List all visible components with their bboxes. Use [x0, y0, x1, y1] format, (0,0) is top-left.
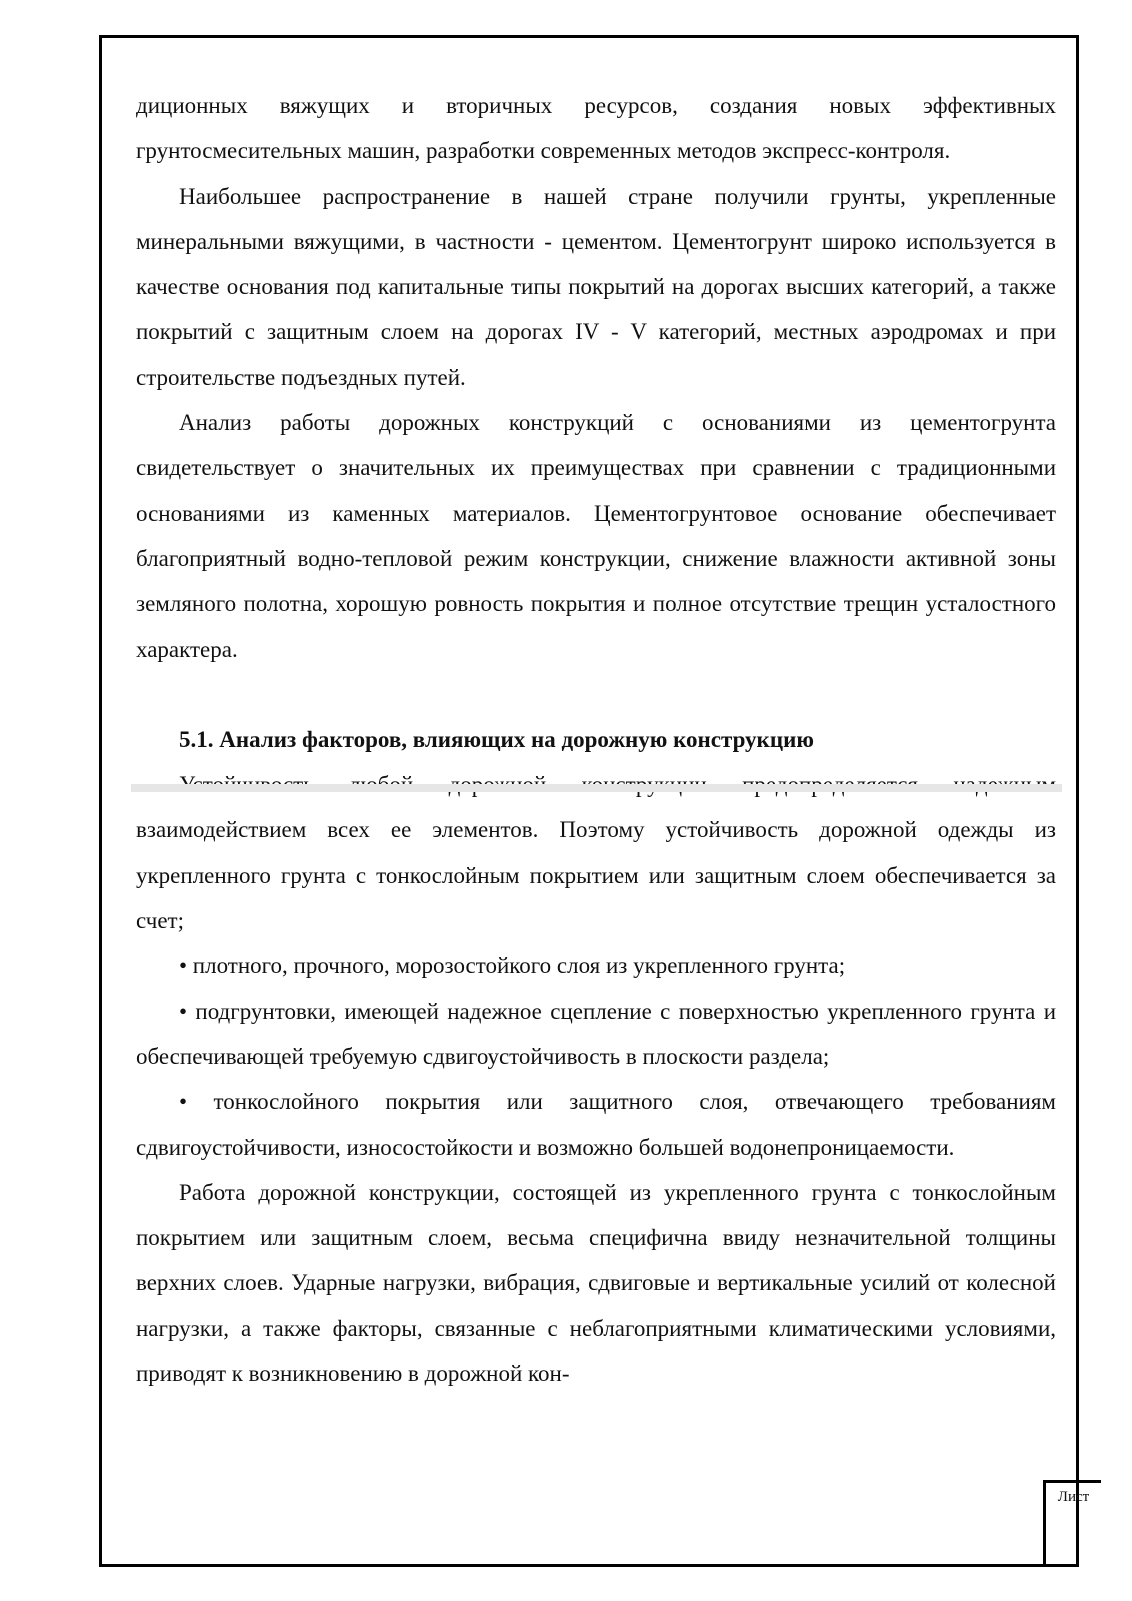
paragraph-continuation: диционных вяжущих и вторичных ресурсов, создания новых эффективных грунтосмесительных машин, разработки современных методов экспресс-контроля.: [136, 93, 1056, 164]
list-item-dense-layer: • плотного, прочного, морозостойкого слоя из укрепленного грунта;: [179, 953, 846, 979]
paragraph-cement-soil-usage: Наибольшее распространение в нашей стране получили грунты, укрепленные минеральными вяжущими, в частности - цементом. Цементогрунт широко используется в качестве основания под капитальные типы покрытий на дорогах высших категорий, а также покрытий с защитным слоем на дорогах IV - V категорий, местных аэродромах и при строительстве подъездных путей.: [136, 183, 1056, 390]
document-body: [136, 83, 1056, 1396]
list-item-thin-coating: • тонкослойного покрытия или защитного слоя, отвечающего требованиям сдвигоустойчивости, износостойкости и возможно большей водонепроницаемости.: [136, 1089, 1056, 1160]
section-heading: 5.1. Анализ факторов, влияющих на дорожную конструкцию: [179, 726, 814, 752]
paragraph-stability: взаимодействием всех ее элементов. Поэтому устойчивость дорожной одежды из укрепленного грунта с тонкослойным покрытием или защитным слоем обеспечивается за счет;: [136, 817, 1056, 934]
paragraph-structure-work: Работа дорожной конструкции, состоящей из укрепленного грунта с тонкослойным покрытием или защитным слоем, весьма специфична ввиду незначительной толщины верхних слоев. Ударные нагрузки, вибрация, сдвиговые и вертикальные усилий от колесной нагрузки, а также факторы, связанные с неблагоприятными климатическими условиями, приводят к возникновению в дорожной кон-: [136, 1179, 1056, 1387]
sheet-number-box: [1043, 1480, 1101, 1564]
paragraph-advantages: Анализ работы дорожных конструкций с основаниями из цементогрунта свидетельствует о значительных их преимуществах при сравнении с традиционными основаниями из каменных материалов. Цементогрунтовое основание обеспечивает благоприятный водно-тепловой режим конструкции, снижение влажности активной зоны земляного полотна, хорошую ровность покрытия и полное отсутствие трещин усталостного характера.: [136, 410, 1056, 662]
list-item-primer: • подгрунтовки, имеющей надежное сцепление с поверхностью укрепленного грунта и обеспечивающей требуемую сдвигоустойчивость в плоскости раздела;: [136, 998, 1056, 1069]
heading-underline: [131, 784, 1062, 792]
section-spacer: [136, 672, 1056, 717]
sheet-label: Лист: [1057, 1489, 1090, 1505]
